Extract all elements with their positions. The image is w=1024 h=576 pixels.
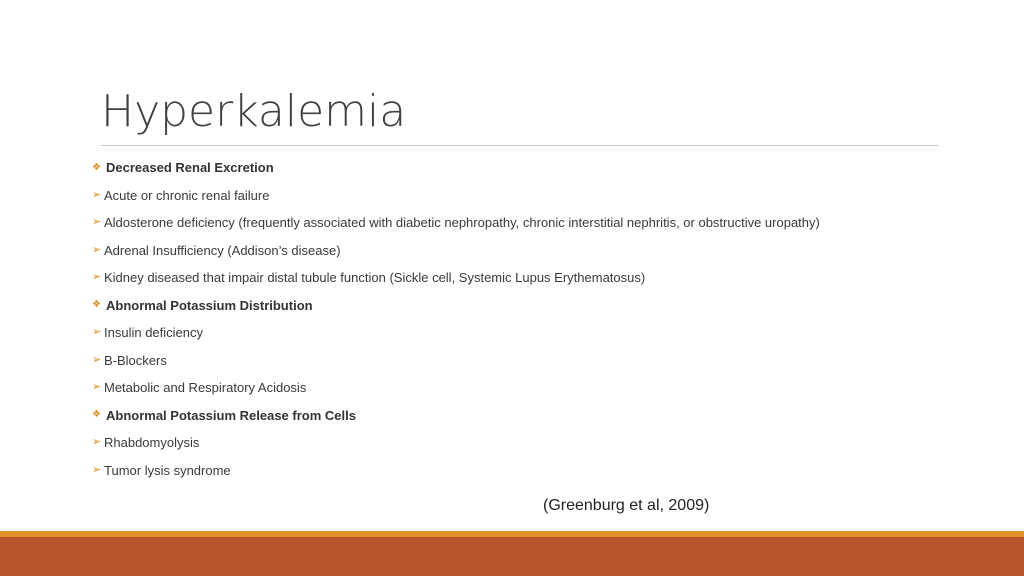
bullet-text: Abnormal Potassium Release from Cells: [106, 407, 356, 423]
bullet-item: [92, 429, 992, 457]
bullet-item: [92, 182, 992, 210]
bullet-item: [92, 319, 992, 347]
bullet-text: Decreased Renal Excretion: [106, 160, 274, 176]
arrow-bullet-icon: ➢: [92, 436, 102, 449]
arrow-bullet-icon: ➢: [92, 188, 102, 201]
arrow-bullet-icon: ➢: [92, 271, 102, 284]
bullet-list: [92, 154, 992, 484]
bullet-text: Aldosterone deficiency (frequently associated with diabetic nephropathy, chronic interstitial nephritis, or obstructive uropathy): [104, 215, 820, 231]
diamond-bullet-icon: ❖: [92, 409, 101, 421]
bullet-text: Kidney diseased that impair distal tubule function (Sickle cell, Systemic Lupus Erythematosus): [104, 270, 646, 286]
arrow-bullet-icon: ➢: [92, 326, 102, 339]
bullet-text: Metabolic and Respiratory Acidosis: [104, 380, 307, 396]
arrow-bullet-icon: ➢: [92, 463, 102, 476]
bullet-item: [92, 457, 992, 485]
arrow-bullet-icon: ➢: [92, 353, 102, 366]
bullet-text: Abnormal Potassium Distribution: [106, 297, 313, 313]
bullet-heading: [92, 402, 992, 430]
footer-band: [0, 537, 1024, 576]
arrow-bullet-icon: ➢: [92, 243, 102, 256]
bullet-item: [92, 374, 992, 402]
bullet-text: Rhabdomyolysis: [104, 435, 200, 451]
bullet-text: B-Blockers: [104, 352, 167, 368]
bullet-text: Acute or chronic renal failure: [104, 187, 270, 203]
diamond-bullet-icon: ❖: [92, 299, 101, 311]
bullet-item: [92, 209, 992, 237]
bullet-item: [92, 237, 992, 265]
bullet-text: Adrenal Insufficiency (Addison’s disease): [104, 242, 341, 258]
arrow-bullet-icon: ➢: [92, 216, 102, 229]
diamond-bullet-icon: ❖: [92, 161, 101, 173]
citation: (Greenburg et al, 2009): [543, 497, 710, 514]
arrow-bullet-icon: ➢: [92, 381, 102, 394]
title-divider: [101, 145, 938, 146]
bullet-text: Tumor lysis syndrome: [104, 462, 231, 478]
bullet-text: Insulin deficiency: [104, 325, 203, 341]
bullet-item: [92, 264, 992, 292]
bullet-heading: [92, 292, 992, 320]
bullet-heading: [92, 154, 992, 182]
slide-title: Hyperkalemia: [101, 86, 407, 137]
bullet-item: [92, 347, 992, 375]
